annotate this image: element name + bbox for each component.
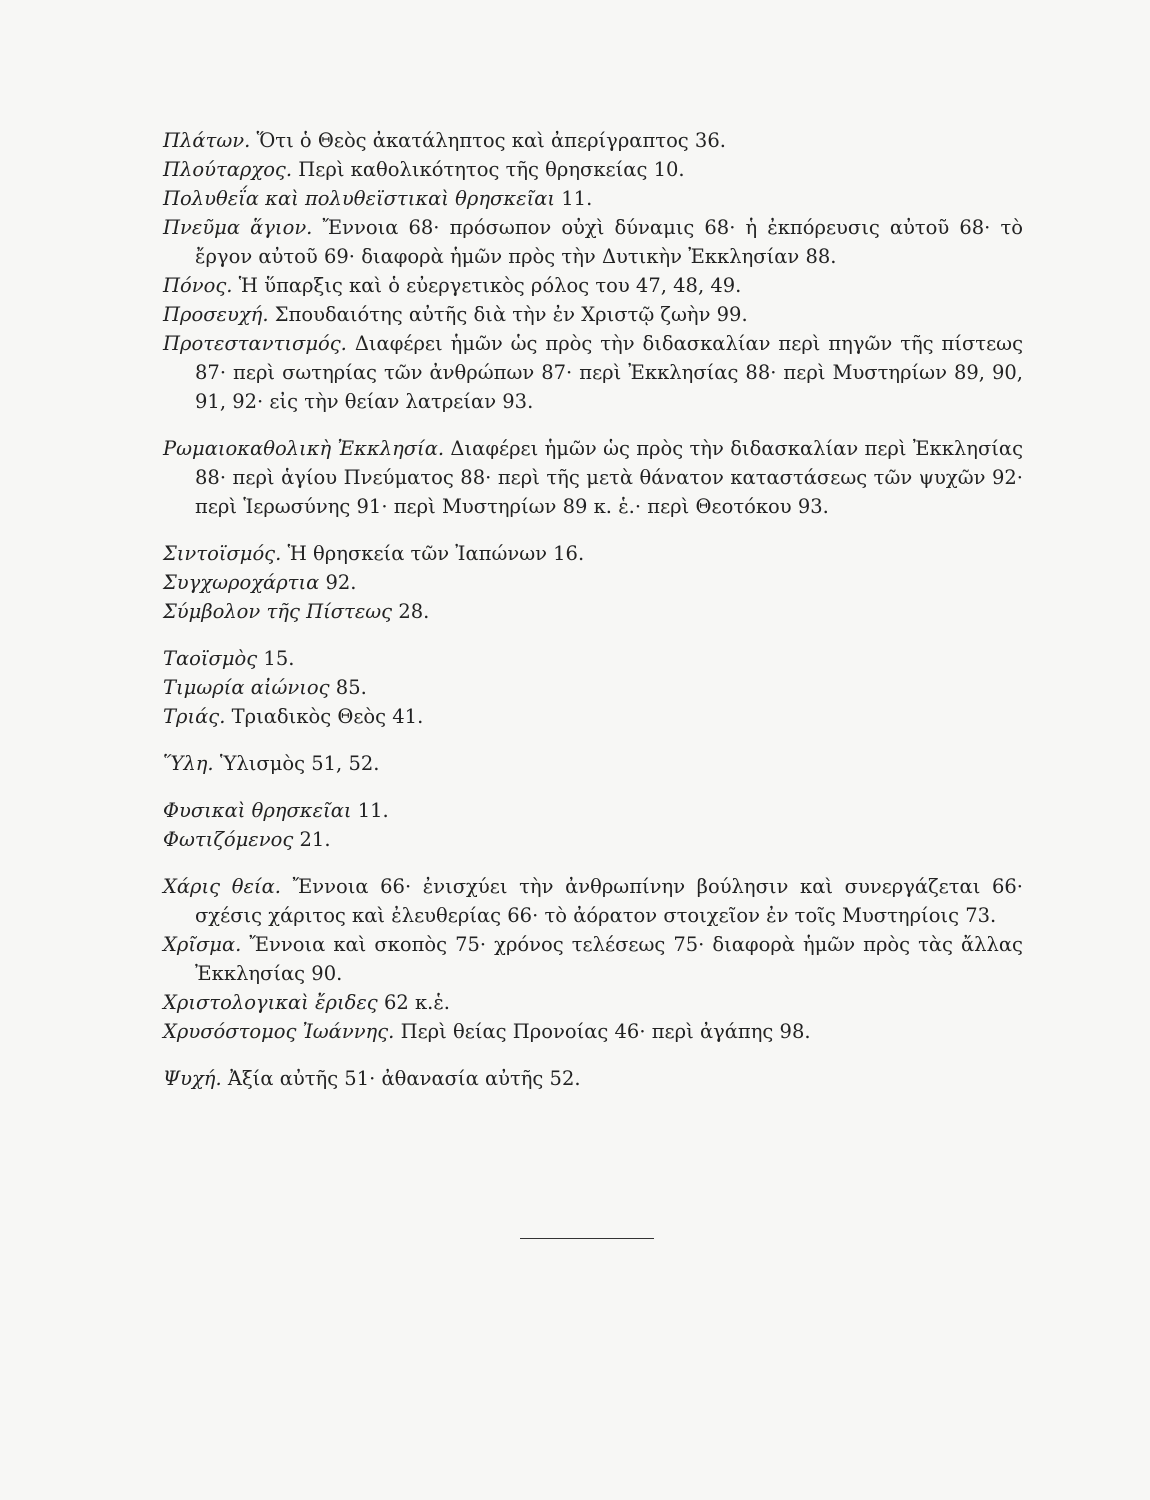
entry-text: Ἡ θρησκεία τῶν Ἰαπώνων 16. — [287, 542, 585, 565]
entry-term: Σύμβολον τῆς Πίστεως — [163, 600, 393, 623]
index-entry — [163, 702, 1023, 731]
entry-text: 62 κ.ἑ. — [383, 991, 450, 1014]
entry-term: Ὕλη. — [163, 752, 214, 775]
index-entry — [163, 300, 1023, 329]
entry-text: Ὑλισμὸς 51, 52. — [219, 752, 380, 775]
entry-text: 92. — [325, 571, 357, 594]
entry-text: Ἔννοια 68· πρόσωπον οὐχὶ δύναμις 68· ἡ ἐκπόρευσις αὐτοῦ 68· τὸ ἔργον αὐτοῦ 69· διαφορὰ ἡμῶν πρὸς τὴν Δυτικὴν Ἐκκλησίαν 88. — [195, 216, 1023, 268]
entry-text: Σπουδαιότης αὐτῆς διὰ τὴν ἐν Χριστῷ ζωὴν 99. — [274, 303, 748, 326]
index-entry — [163, 1017, 1023, 1046]
entry-text: 85. — [335, 676, 367, 699]
entry-term: Χάρις θεία. — [163, 875, 281, 898]
entry-text: Περὶ θείας Προνοίας 46· περὶ ἀγάπης 98. — [400, 1020, 811, 1043]
entry-term: Συγχωροχάρτια — [163, 571, 320, 594]
entry-term: Ψυχή. — [163, 1067, 222, 1090]
entry-term: Χριστολογικαὶ ἔριδες — [163, 991, 378, 1014]
index-entry — [163, 988, 1023, 1017]
entry-text: Ἀξία αὐτῆς 51· ἀθανασία αὐτῆς 52. — [227, 1067, 581, 1090]
entry-term: Χρῖσμα. — [163, 933, 242, 956]
index-entry — [163, 1064, 1023, 1093]
entry-term: Προτεσταντισμός. — [163, 332, 347, 355]
entry-term: Ρωμαιοκαθολικὴ Ἐκκλησία. — [163, 437, 445, 460]
index-entry — [163, 749, 1023, 778]
entry-term: Πόνος. — [163, 274, 233, 297]
index-entry — [163, 329, 1023, 416]
index-entry — [163, 825, 1023, 854]
index-entry — [163, 597, 1023, 626]
entry-text: Διαφέρει ἡμῶν ὡς πρὸς τὴν διδασκαλίαν περὶ πηγῶν τῆς πίστεως 87· περὶ σωτηρίας τῶν ἀνθρώπων 87· περὶ Ἐκκλησίας 88· περὶ Μυστηρίων 89, 90, 91, 92· εἰς τὴν θείαν λατρείαν 93. — [195, 332, 1024, 413]
index-entry — [163, 539, 1023, 568]
index-entry — [163, 930, 1023, 988]
entry-text: 11. — [561, 187, 593, 210]
entry-text: Ἔννοια 66· ἐνισχύει τὴν ἀνθρωπίνην βούλησιν καὶ συνεργάζεται 66· σχέσις χάριτος καὶ ἐλευθερίας 66· τὸ ἀόρατον στοιχεῖον ἐν τοῖς Μυστηρίοις 73. — [195, 875, 1024, 927]
index-entry — [163, 126, 1023, 155]
entry-text: Ἡ ὕπαρξις καὶ ὁ εὐεργετικὸς ρόλος του 47, 48, 49. — [238, 274, 742, 297]
entry-text: 28. — [398, 600, 430, 623]
index-entry — [163, 673, 1023, 702]
entry-term: Φωτιζόμενος — [163, 828, 294, 851]
entry-text: Τριαδικὸς Θεὸς 41. — [231, 705, 424, 728]
index-entry — [163, 796, 1023, 825]
entry-text: Περὶ καθολικότητος τῆς θρησκείας 10. — [298, 158, 685, 181]
index-entry — [163, 184, 1023, 213]
index-entry — [163, 644, 1023, 673]
entry-term: Πνεῦμα ἅγιον. — [163, 216, 313, 239]
entry-term: Φυσικαὶ θρησκεῖαι — [163, 799, 352, 822]
index-entry — [163, 434, 1023, 521]
index-entry — [163, 155, 1023, 184]
entry-text: Διαφέρει ἡμῶν ὡς πρὸς τὴν διδασκαλίαν περὶ Ἐκκλησίας 88· περὶ ἁγίου Πνεύματος 88· περὶ τῆς μετὰ θάνατον καταστάσεως τῶν ψυχῶν 92· περὶ Ἱερωσύνης 91· περὶ Μυστηρίων 89 κ. ἑ.· περὶ Θεοτόκου 93. — [195, 437, 1023, 518]
index-entry — [163, 271, 1023, 300]
index-entry — [163, 872, 1023, 930]
index-entry — [163, 568, 1023, 597]
entry-text: Ὅτι ὁ Θεὸς ἀκατάληπτος καὶ ἀπερίγραπτος 36. — [256, 129, 726, 152]
entry-term: Προσευχή. — [163, 303, 269, 326]
entry-term: Πλούταρχος. — [163, 158, 293, 181]
index-entries — [163, 126, 1023, 1093]
end-rule-divider — [520, 1238, 654, 1239]
entry-text: 11. — [357, 799, 389, 822]
entry-term: Τιμωρία αἰώνιος — [163, 676, 330, 699]
entry-term: Πολυθεΐα καὶ πολυθεϊστικαὶ θρησκεῖαι — [163, 187, 556, 210]
index-entry — [163, 213, 1023, 271]
entry-term: Τριάς. — [163, 705, 226, 728]
entry-text: Ἔννοια καὶ σκοπὸς 75· χρόνος τελέσεως 75· διαφορὰ ἡμῶν πρὸς τὰς ἄλλας Ἐκκλησίας 90. — [195, 933, 1023, 985]
entry-term: Χρυσόστομος Ἰωάννης. — [163, 1020, 395, 1043]
entry-text: 15. — [263, 647, 295, 670]
entry-text: 21. — [299, 828, 331, 851]
entry-term: Σιντοϊσμός. — [163, 542, 282, 565]
entry-term: Πλάτων. — [163, 129, 251, 152]
entry-term: Ταοϊσμὸς — [163, 647, 258, 670]
